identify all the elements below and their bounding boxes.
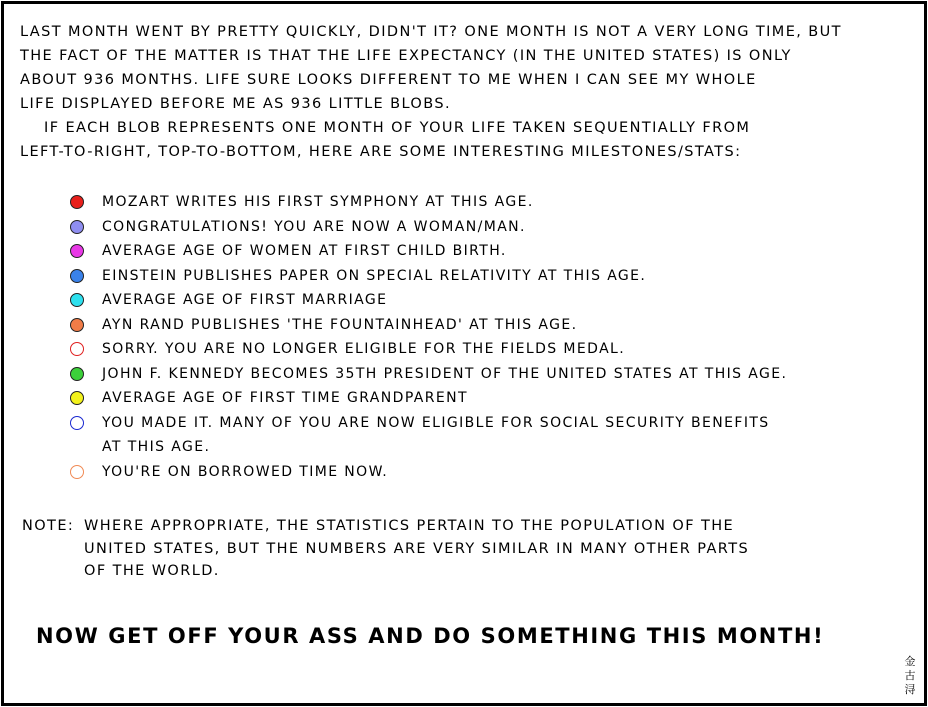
signature-chars: 金古浔 bbox=[904, 655, 916, 696]
milestone-text bbox=[66, 411, 770, 460]
note-section bbox=[22, 515, 749, 583]
intro-line: ABOUT 936 MONTHS. LIFE SURE LOOKS DIFFERENT TO ME WHEN I CAN SEE MY WHOLE bbox=[20, 72, 757, 88]
milestone-text bbox=[66, 288, 387, 313]
milestone-text bbox=[66, 264, 646, 289]
note-line: UNITED STATES, BUT THE NUMBERS ARE VERY SIMILAR IN MANY OTHER PARTS bbox=[84, 540, 750, 557]
milestone-text bbox=[66, 239, 507, 264]
blob-icon bbox=[70, 318, 84, 332]
milestone-text bbox=[66, 337, 625, 362]
intro-line: LAST MONTH WENT BY PRETTY QUICKLY, DIDN'T IT? ONE MONTH IS NOT A VERY LONG TIME, BUT bbox=[20, 24, 842, 40]
intro-line: THE FACT OF THE MATTER IS THAT THE LIFE EXPECTANCY (IN THE UNITED STATES) IS ONLY bbox=[20, 48, 792, 64]
ring-blob-icon bbox=[70, 416, 84, 430]
closing-exhortation: NOW GET OFF YOUR ASS AND DO SOMETHING THIS MONTH! bbox=[36, 624, 825, 648]
milestone-line: YOU'RE ON BORROWED TIME NOW. bbox=[102, 463, 389, 480]
blob-icon bbox=[70, 220, 84, 234]
blob-icon bbox=[70, 367, 84, 381]
milestone-text bbox=[66, 460, 388, 485]
blob-icon bbox=[70, 391, 84, 405]
milestone-item bbox=[66, 190, 787, 215]
note-body bbox=[84, 515, 749, 583]
milestone-item bbox=[66, 411, 787, 460]
milestone-item bbox=[66, 386, 787, 411]
blob-icon bbox=[70, 244, 84, 258]
milestone-text bbox=[66, 215, 526, 240]
milestone-line: AVERAGE AGE OF FIRST MARRIAGE bbox=[102, 292, 388, 308]
milestone-line: AYN RAND PUBLISHES 'THE FOUNTAINHEAD' AT THIS AGE. bbox=[102, 316, 578, 333]
milestone-text bbox=[66, 313, 577, 338]
milestone-item bbox=[66, 460, 787, 485]
milestone-line: AVERAGE AGE OF WOMEN AT FIRST CHILD BIRTH. bbox=[102, 243, 507, 259]
intro-line: LIFE DISPLAYED BEFORE ME AS 936 LITTLE BLOBS. bbox=[20, 96, 451, 112]
note-label: NOTE: bbox=[22, 518, 75, 534]
milestone-line: SORRY. YOU ARE NO LONGER ELIGIBLE FOR THE FIELDS MEDAL. bbox=[102, 341, 626, 357]
blob-icon bbox=[70, 195, 84, 209]
ring-blob-icon bbox=[70, 465, 84, 479]
artist-signature bbox=[902, 655, 918, 697]
ring-blob-icon bbox=[70, 342, 84, 356]
milestone-item bbox=[66, 288, 787, 313]
milestone-line: CONGRATULATIONS! YOU ARE NOW A WOMAN/MAN. bbox=[102, 218, 526, 235]
milestone-line: AVERAGE AGE OF FIRST TIME GRANDPARENT bbox=[102, 390, 468, 406]
milestone-line: JOHN F. KENNEDY BECOMES 35TH PRESIDENT OF THE UNITED STATES AT THIS AGE. bbox=[102, 365, 788, 382]
milestone-line: AT THIS AGE. bbox=[102, 439, 211, 455]
milestone-item bbox=[66, 362, 787, 387]
milestone-item bbox=[66, 239, 787, 264]
note-line: OF THE WORLD. bbox=[84, 563, 220, 579]
milestone-text bbox=[66, 190, 534, 215]
milestone-item bbox=[66, 337, 787, 362]
milestone-line: MOZART WRITES HIS FIRST SYMPHONY AT THIS AGE. bbox=[102, 194, 534, 210]
intro-paragraph bbox=[20, 20, 842, 164]
milestone-text bbox=[66, 362, 787, 387]
milestone-line: EINSTEIN PUBLISHES PAPER ON SPECIAL RELATIVITY AT THIS AGE. bbox=[102, 267, 647, 284]
milestone-text bbox=[66, 386, 468, 411]
milestone-item bbox=[66, 313, 787, 338]
blob-icon bbox=[70, 293, 84, 307]
note-line: WHERE APPROPRIATE, THE STATISTICS PERTAIN TO THE POPULATION OF THE bbox=[84, 518, 735, 534]
intro-line: LEFT-TO-RIGHT, TOP-TO-BOTTOM, HERE ARE SOME INTERESTING MILESTONES/STATS: bbox=[20, 144, 742, 160]
comic-panel bbox=[1, 1, 927, 706]
blob-icon bbox=[70, 269, 84, 283]
milestone-legend bbox=[66, 190, 787, 484]
milestone-line: YOU MADE IT. MANY OF YOU ARE NOW ELIGIBLE FOR SOCIAL SECURITY BENEFITS bbox=[102, 414, 770, 431]
intro-line: IF EACH BLOB REPRESENTS ONE MONTH OF YOUR LIFE TAKEN SEQUENTIALLY FROM bbox=[20, 120, 751, 136]
milestone-item bbox=[66, 264, 787, 289]
milestone-item bbox=[66, 215, 787, 240]
